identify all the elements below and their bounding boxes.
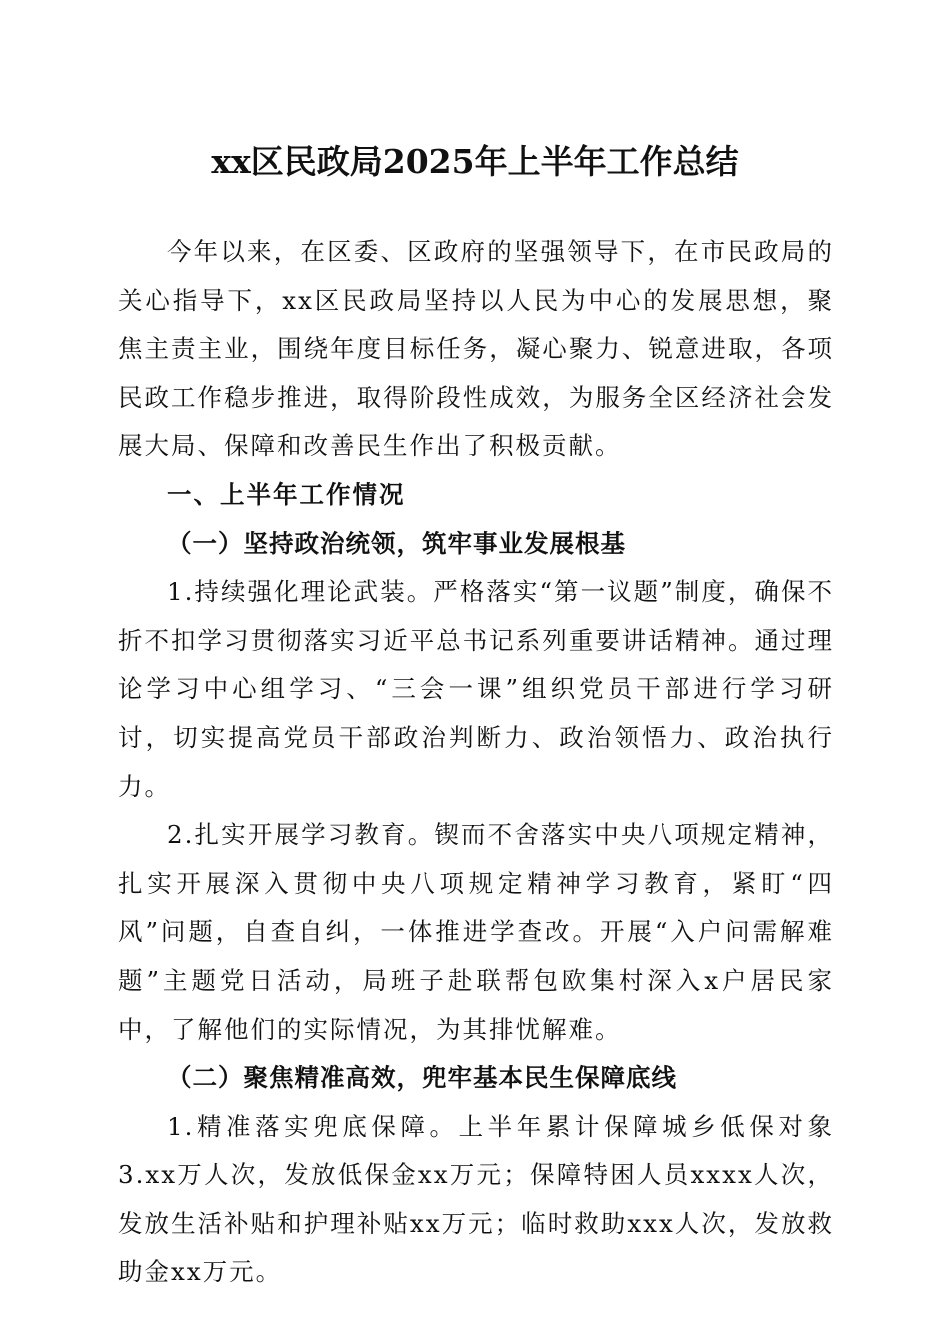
document-body <box>118 228 834 1297</box>
body-paragraph: 1.持续强化理论武装。严格落实“第一议题”制度，确保不折不扣学习贯彻落实习近平总书记系列重要讲话精神。通过理论学习中心组学习、“三会一课”组织党员干部进行学习研讨，切实提高党员干部政治判断力、政治领悟力、政治执行力。 <box>118 577 834 801</box>
body-paragraph: 2.扎实开展学习教育。锲而不舍落实中央八项规定精神，扎实开展深入贯彻中央八项规定精神学习教育，紧盯“四风”问题，自查自纠，一体推进学查改。开展“入户问需解难题”主题党日活动，局班子赴联帮包欧集村深入x户居民家中，了解他们的实际情况，为其排忧解难。 <box>118 820 834 1044</box>
section-heading: 一、上半年工作情况 <box>167 479 406 509</box>
body-paragraph: 1.精准落实兜底保障。上半年累计保障城乡低保对象3.xx万人次，发放低保金xx万元；保障特困人员xxxx人次，发放生活补贴和护理补贴xx万元；临时救助xxx人次，发放救助金xx万元。 <box>118 1111 834 1287</box>
subsection-heading: （一）坚持政治统领，筑牢事业发展根基 <box>167 528 626 558</box>
document-title: xx区民政局2025年上半年工作总结 <box>211 142 739 181</box>
subsection-heading: （二）聚焦精准高效，兜牢基本民生保障底线 <box>167 1063 677 1093</box>
intro-paragraph: 今年以来，在区委、区政府的坚强领导下，在市民政局的关心指导下，xx区民政局坚持以人民为中心的发展思想，聚焦主责主业，围绕年度目标任务，凝心聚力、锐意进取，各项民政工作稳步推进，取得阶段性成效，为服务全区经济社会发展大局、保障和改善民生作出了积极贡献。 <box>118 237 834 461</box>
